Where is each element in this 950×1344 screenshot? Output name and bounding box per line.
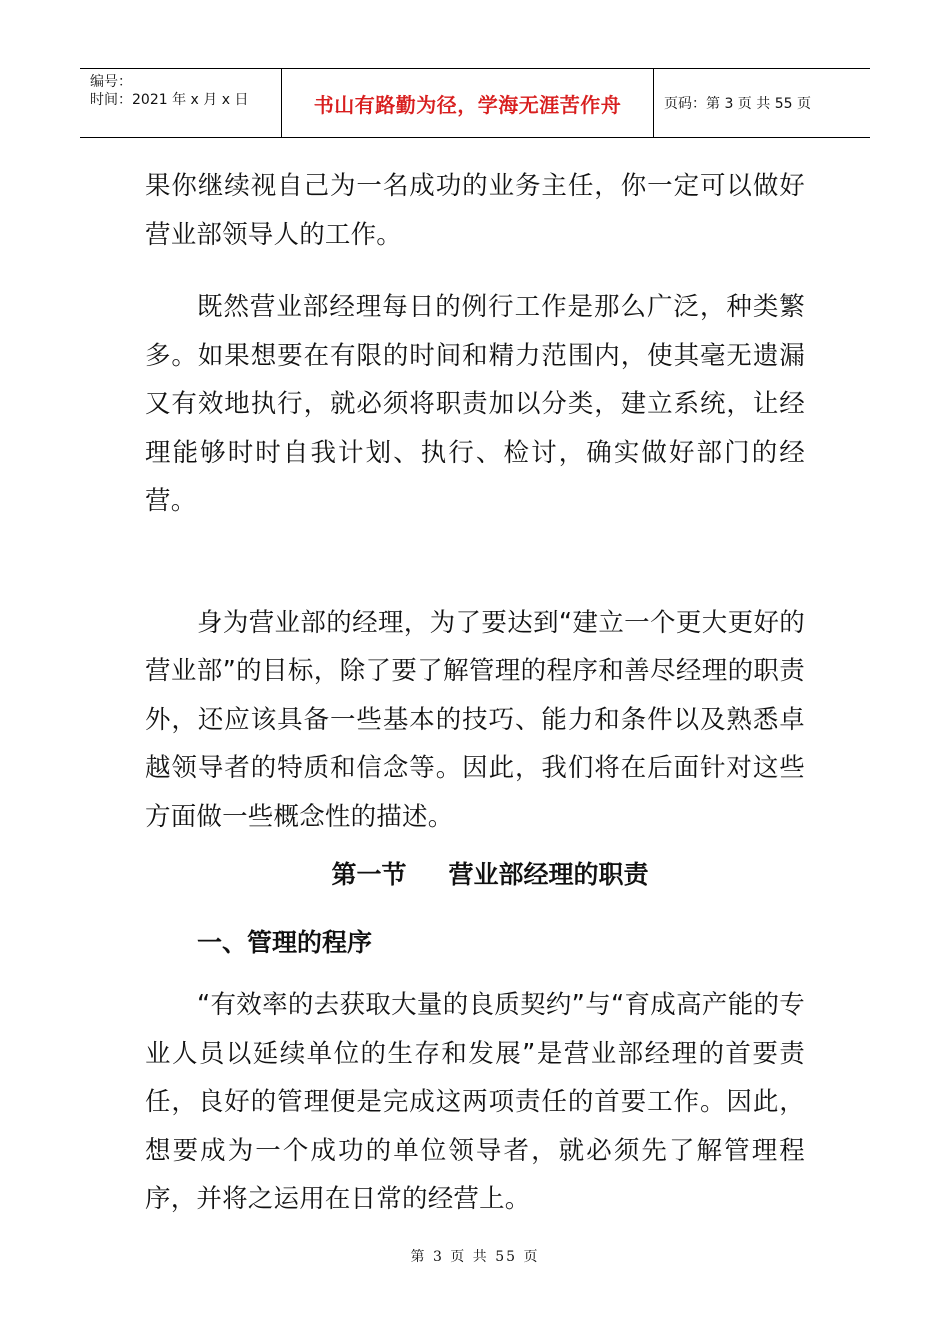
body-paragraph-4: “有效率的去获取大量的良质契约”与“育成高产能的专业人员以延续单位的生存和发展”是营业部经理的首要责任，良好的管理便是完成这两项责任的首要工作。因此，想要成为一个成功的单位领导者，就必须先了解管理程序，并将之运用在日常的经营上。 <box>145 990 805 1214</box>
body-paragraph-2: 既然营业部经理每日的例行工作是那么广泛，种类繁多。如果想要在有限的时间和精力范围内，使其毫无遗漏又有效地执行，就必须将职责加以分类，建立系统，让经理能够时时自我计划、执行、检讨，确实做好部门的经营。 <box>145 292 805 516</box>
body-paragraph-1: 果你继续视自己为一名成功的业务主任，你一定可以做好营业部领导人的工作。 <box>145 171 805 250</box>
header-page-info: 页码：第 3 页 共 55 页 <box>664 96 811 112</box>
section-heading <box>145 851 805 899</box>
subsection-heading: 一、管理的程序 <box>197 928 373 957</box>
document-body <box>145 162 805 1224</box>
page-header <box>80 68 870 138</box>
header-motto: 书山有路勤为径，学海无涯苦作舟 <box>282 69 654 137</box>
body-paragraph-3: 身为营业部的经理，为了要达到“建立一个更大更好的营业部”的目标，除了要了解管理的程序和善尽经理的职责外，还应该具备一些基本的技巧、能力和条件以及熟悉卓越领导者的特质和信念等。因此，我们将在后面针对这些方面做一些概念性的描述。 <box>145 607 805 832</box>
header-meta-cell <box>80 69 282 137</box>
document-number-label: 编号： <box>90 74 132 90</box>
document-date-label: 时间：2021 年 x 月 x 日 <box>90 92 249 108</box>
page-footer: 第 3 页 共 55 页 <box>410 1249 540 1265</box>
section-number: 第一节 <box>331 860 407 889</box>
section-title: 营业部经理的职责 <box>448 860 649 889</box>
